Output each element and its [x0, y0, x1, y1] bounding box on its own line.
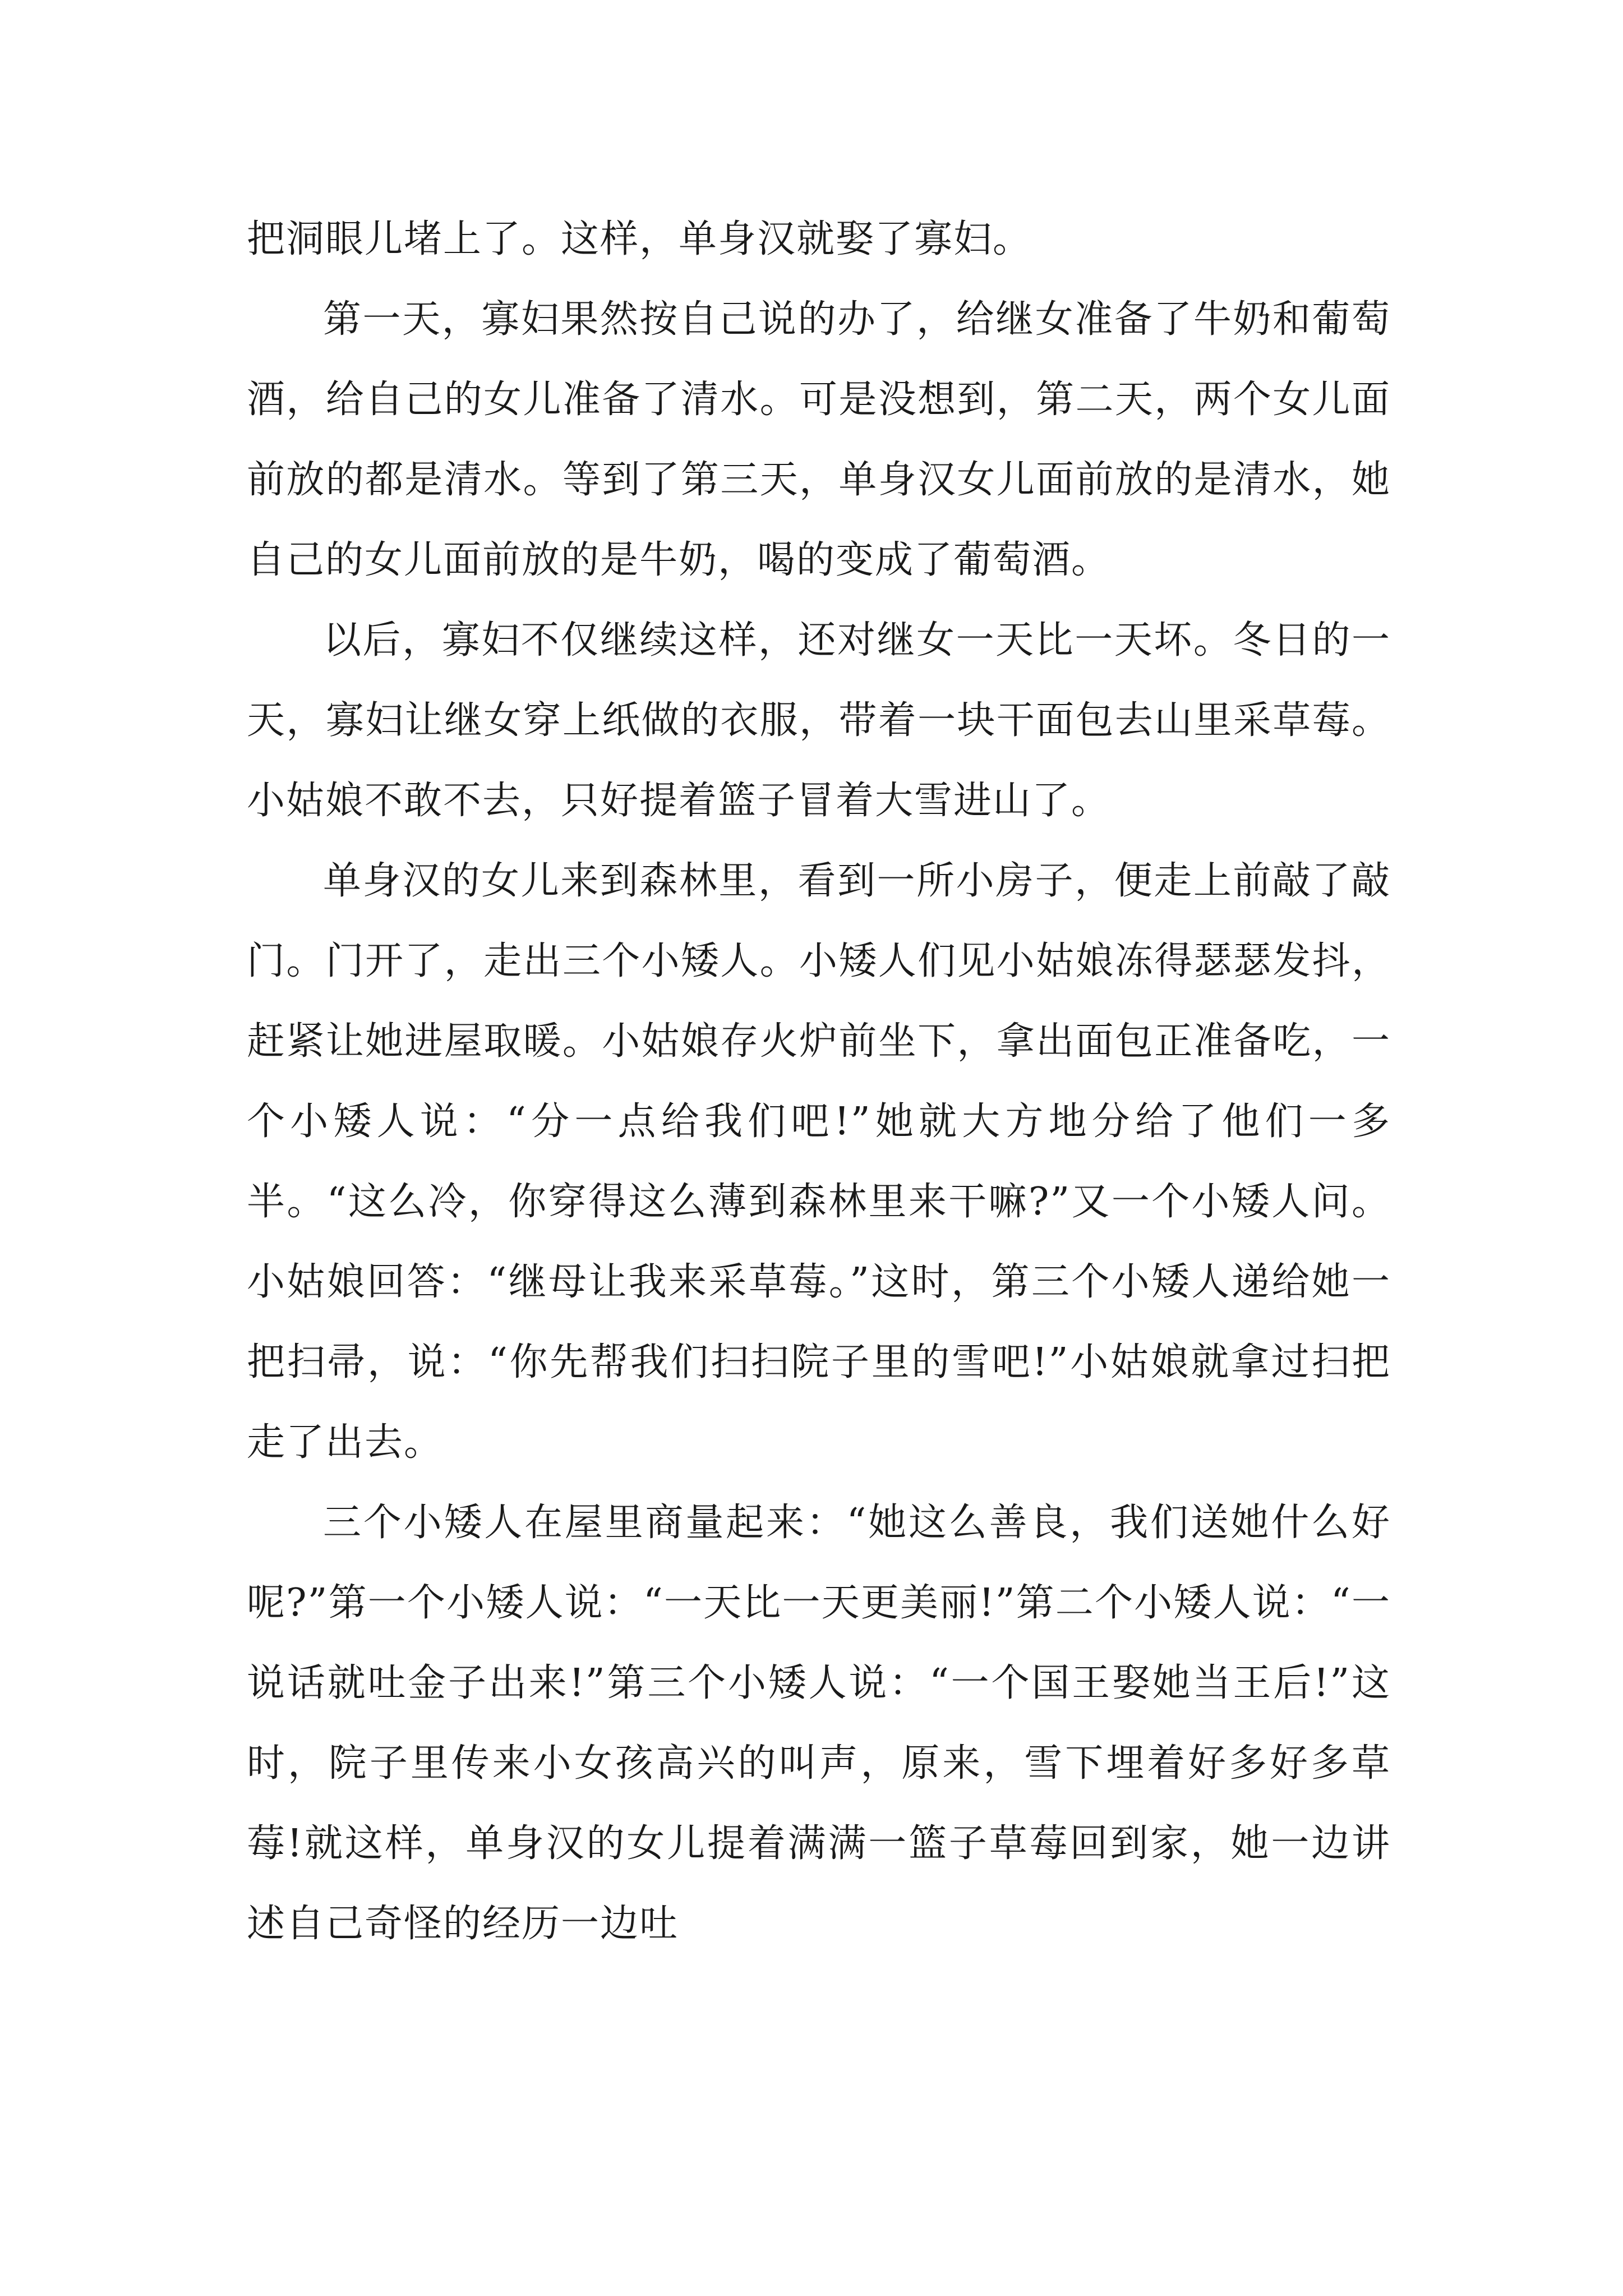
paragraph: 把洞眼儿堵上了。这样，单身汉就娶了寡妇。	[247, 217, 1032, 261]
story-text	[247, 199, 1391, 1964]
paragraph: 第一天，寡妇果然按自己说的办了，给继女准备了牛奶和葡萄酒，给自己的女儿准备了清水。可是没想到，第二天，两个女儿面前放的都是清水。等到了第三天，单身汉女儿面前放的是清水，她自己的女儿面前放的是牛奶，喝的变成了葡萄酒。	[247, 297, 1391, 582]
paragraph: 单身汉的女儿来到森林里，看到一所小房子，便走上前敲了敲门。门开了，走出三个小矮人。小矮人们见小姑娘冻得瑟瑟发抖，赶紧让她进屋取暖。小姑娘存火炉前坐下，拿出面包正准备吃，一个小矮人说：“分一点给我们吧!”她就大方地分给了他们一多半。“这么冷，你穿得这么薄到森林里来干嘛?”又一个小矮人问。小姑娘回答：“继母让我来采草莓。”这时，第三个小矮人递给她一把扫帚，说：“你先帮我们扫扫院子里的雪吧!”小姑娘就拿过扫把走了出去。	[247, 859, 1391, 1465]
paragraph: 以后，寡妇不仅继续这样，还对继女一天比一天坏。冬日的一天，寡妇让继女穿上纸做的衣服，带着一块干面包去山里采草莓。小姑娘不敢不去，只好提着篮子冒着大雪进山了。	[247, 618, 1391, 823]
paragraph: 三个小矮人在屋里商量起来：“她这么善良，我们送她什么好呢?”第一个小矮人说：“一天比一天更美丽!”第二个小矮人说：“一说话就吐金子出来!”第三个小矮人说：“一个国王娶她当王后!”这时，院子里传来小女孩高兴的叫声，原来，雪下埋着好多好多草莓!就这样，单身汉的女儿提着满满一篮子草莓回到家，她一边讲述自己奇怪的经历一边吐	[247, 1501, 1391, 1946]
